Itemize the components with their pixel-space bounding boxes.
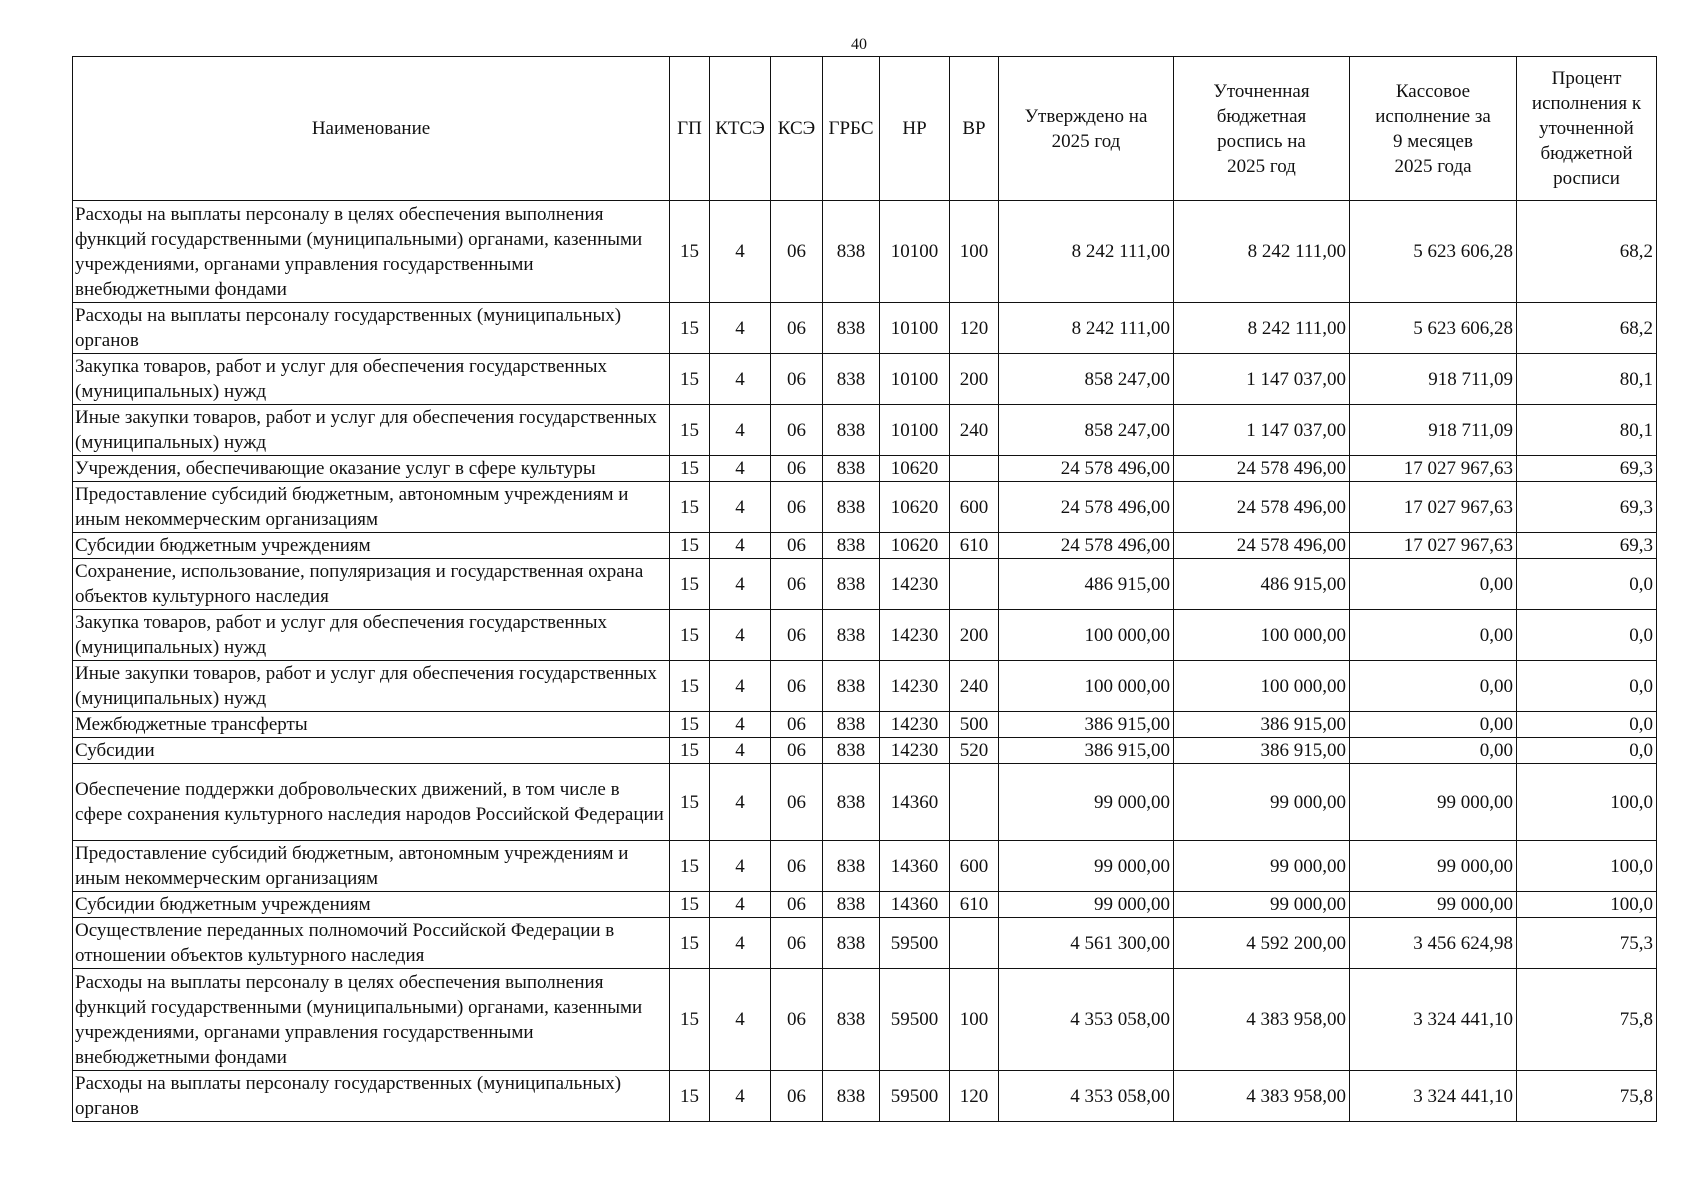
cell-approved: 4 353 058,00	[999, 969, 1174, 1071]
cell-ktse: 4	[710, 969, 771, 1071]
cell-ktse: 4	[710, 764, 771, 841]
cell-vr: 120	[950, 1071, 999, 1122]
cell-gp: 15	[670, 1071, 710, 1122]
cell-name: Иные закупки товаров, работ и услуг для обеспечения государственных (муниципальных) нужд	[73, 405, 670, 456]
cell-cash: 0,00	[1350, 661, 1517, 712]
header-gp: ГП	[670, 57, 710, 201]
header-nr: НР	[880, 57, 950, 201]
cell-vr	[950, 456, 999, 482]
cell-approved: 99 000,00	[999, 892, 1174, 918]
cell-vr: 610	[950, 892, 999, 918]
cell-gp: 15	[670, 610, 710, 661]
cell-kse: 06	[771, 201, 823, 303]
cell-kse: 06	[771, 456, 823, 482]
cell-kse: 06	[771, 712, 823, 738]
cell-percent: 68,2	[1517, 201, 1657, 303]
cell-name: Субсидии бюджетным учреждениям	[73, 892, 670, 918]
cell-name: Расходы на выплаты персоналу государственных (муниципальных) органов	[73, 303, 670, 354]
cell-refined: 4 383 958,00	[1174, 1071, 1350, 1122]
cell-percent: 0,0	[1517, 559, 1657, 610]
table-row	[73, 303, 1657, 354]
cell-vr	[950, 764, 999, 841]
cell-refined: 386 915,00	[1174, 712, 1350, 738]
table-body	[73, 201, 1657, 1122]
cell-vr: 610	[950, 533, 999, 559]
cell-name: Учреждения, обеспечивающие оказание услуг в сфере культуры	[73, 456, 670, 482]
cell-vr: 200	[950, 354, 999, 405]
cell-cash: 3 324 441,10	[1350, 969, 1517, 1071]
cell-gp: 15	[670, 482, 710, 533]
cell-vr: 100	[950, 201, 999, 303]
cell-grbs: 838	[823, 841, 880, 892]
cell-gp: 15	[670, 559, 710, 610]
cell-kse: 06	[771, 482, 823, 533]
cell-grbs: 838	[823, 559, 880, 610]
cell-nr: 14230	[880, 610, 950, 661]
cell-gp: 15	[670, 738, 710, 764]
cell-approved: 386 915,00	[999, 738, 1174, 764]
cell-grbs: 838	[823, 201, 880, 303]
cell-vr	[950, 559, 999, 610]
cell-ktse: 4	[710, 201, 771, 303]
cell-cash: 99 000,00	[1350, 841, 1517, 892]
cell-ktse: 4	[710, 918, 771, 969]
table-row	[73, 712, 1657, 738]
cell-kse: 06	[771, 303, 823, 354]
cell-name: Осуществление переданных полномочий Российской Федерации в отношении объектов культурного наследия	[73, 918, 670, 969]
cell-refined: 386 915,00	[1174, 738, 1350, 764]
cell-percent: 100,0	[1517, 892, 1657, 918]
table-row	[73, 892, 1657, 918]
cell-cash: 3 324 441,10	[1350, 1071, 1517, 1122]
cell-refined: 24 578 496,00	[1174, 456, 1350, 482]
cell-kse: 06	[771, 661, 823, 712]
table-row	[73, 482, 1657, 533]
cell-percent: 0,0	[1517, 661, 1657, 712]
cell-percent: 0,0	[1517, 610, 1657, 661]
cell-grbs: 838	[823, 482, 880, 533]
cell-name: Обеспечение поддержки добровольческих движений, в том числе в сфере сохранения культурного наследия народов Российской Федерации	[73, 764, 670, 841]
page-number: 40	[851, 36, 867, 53]
cell-name: Предоставление субсидий бюджетным, автономным учреждениям и иным некоммерческим организациям	[73, 841, 670, 892]
cell-ktse: 4	[710, 738, 771, 764]
cell-vr	[950, 918, 999, 969]
cell-kse: 06	[771, 405, 823, 456]
cell-gp: 15	[670, 456, 710, 482]
table-row	[73, 918, 1657, 969]
cell-ktse: 4	[710, 533, 771, 559]
cell-vr: 520	[950, 738, 999, 764]
cell-approved: 24 578 496,00	[999, 482, 1174, 533]
cell-approved: 858 247,00	[999, 354, 1174, 405]
cell-cash: 5 623 606,28	[1350, 201, 1517, 303]
cell-vr: 120	[950, 303, 999, 354]
cell-gp: 15	[670, 918, 710, 969]
cell-refined: 99 000,00	[1174, 841, 1350, 892]
cell-ktse: 4	[710, 482, 771, 533]
cell-approved: 4 561 300,00	[999, 918, 1174, 969]
cell-name: Закупка товаров, работ и услуг для обеспечения государственных (муниципальных) нужд	[73, 354, 670, 405]
table-row	[73, 533, 1657, 559]
cell-cash: 99 000,00	[1350, 764, 1517, 841]
cell-kse: 06	[771, 738, 823, 764]
cell-grbs: 838	[823, 610, 880, 661]
cell-kse: 06	[771, 1071, 823, 1122]
cell-grbs: 838	[823, 661, 880, 712]
cell-nr: 10100	[880, 354, 950, 405]
cell-grbs: 838	[823, 354, 880, 405]
table-row	[73, 764, 1657, 841]
cell-refined: 8 242 111,00	[1174, 201, 1350, 303]
cell-refined: 24 578 496,00	[1174, 533, 1350, 559]
cell-gp: 15	[670, 712, 710, 738]
cell-approved: 8 242 111,00	[999, 303, 1174, 354]
cell-gp: 15	[670, 354, 710, 405]
cell-cash: 5 623 606,28	[1350, 303, 1517, 354]
cell-ktse: 4	[710, 1071, 771, 1122]
cell-percent: 80,1	[1517, 354, 1657, 405]
cell-name: Межбюджетные трансферты	[73, 712, 670, 738]
cell-kse: 06	[771, 841, 823, 892]
cell-ktse: 4	[710, 303, 771, 354]
cell-cash: 0,00	[1350, 738, 1517, 764]
cell-refined: 8 242 111,00	[1174, 303, 1350, 354]
header-refined: Уточненная бюджетная роспись на 2025 год	[1174, 57, 1350, 201]
cell-vr: 200	[950, 610, 999, 661]
cell-grbs: 838	[823, 1071, 880, 1122]
cell-kse: 06	[771, 969, 823, 1071]
cell-approved: 99 000,00	[999, 841, 1174, 892]
cell-percent: 0,0	[1517, 738, 1657, 764]
cell-cash: 918 711,09	[1350, 405, 1517, 456]
table-header-row	[73, 57, 1657, 201]
cell-name: Сохранение, использование, популяризация и государственная охрана объектов культурного наследия	[73, 559, 670, 610]
cell-percent: 100,0	[1517, 841, 1657, 892]
cell-cash: 918 711,09	[1350, 354, 1517, 405]
cell-cash: 17 027 967,63	[1350, 456, 1517, 482]
cell-nr: 10620	[880, 482, 950, 533]
header-cash: Кассовое исполнение за 9 месяцев 2025 года	[1350, 57, 1517, 201]
cell-approved: 486 915,00	[999, 559, 1174, 610]
cell-ktse: 4	[710, 892, 771, 918]
cell-vr: 500	[950, 712, 999, 738]
cell-name: Субсидии бюджетным учреждениям	[73, 533, 670, 559]
cell-name: Закупка товаров, работ и услуг для обеспечения государственных (муниципальных) нужд	[73, 610, 670, 661]
cell-nr: 59500	[880, 969, 950, 1071]
cell-nr: 14360	[880, 892, 950, 918]
cell-refined: 1 147 037,00	[1174, 354, 1350, 405]
cell-nr: 14230	[880, 712, 950, 738]
cell-approved: 386 915,00	[999, 712, 1174, 738]
table-row	[73, 456, 1657, 482]
cell-kse: 06	[771, 892, 823, 918]
cell-grbs: 838	[823, 918, 880, 969]
cell-name: Расходы на выплаты персоналу в целях обеспечения выполнения функций государственными (муниципальными) органами, казенными учреждениями, органами управления государственными внебюджетными фондами	[73, 201, 670, 303]
header-percent: Процент исполнения к уточненной бюджетной росписи	[1517, 57, 1657, 201]
cell-refined: 99 000,00	[1174, 764, 1350, 841]
cell-cash: 0,00	[1350, 712, 1517, 738]
cell-grbs: 838	[823, 969, 880, 1071]
cell-name: Иные закупки товаров, работ и услуг для обеспечения государственных (муниципальных) нужд	[73, 661, 670, 712]
cell-percent: 69,3	[1517, 482, 1657, 533]
cell-percent: 100,0	[1517, 764, 1657, 841]
table-row	[73, 201, 1657, 303]
cell-refined: 99 000,00	[1174, 892, 1350, 918]
table-row	[73, 1071, 1657, 1122]
cell-ktse: 4	[710, 405, 771, 456]
cell-nr: 10100	[880, 201, 950, 303]
cell-approved: 24 578 496,00	[999, 533, 1174, 559]
cell-name: Расходы на выплаты персоналу государственных (муниципальных) органов	[73, 1071, 670, 1122]
cell-ktse: 4	[710, 712, 771, 738]
cell-ktse: 4	[710, 559, 771, 610]
cell-nr: 59500	[880, 918, 950, 969]
cell-refined: 24 578 496,00	[1174, 482, 1350, 533]
table-row	[73, 738, 1657, 764]
cell-percent: 80,1	[1517, 405, 1657, 456]
cell-cash: 17 027 967,63	[1350, 482, 1517, 533]
cell-percent: 69,3	[1517, 456, 1657, 482]
cell-kse: 06	[771, 354, 823, 405]
table-row	[73, 559, 1657, 610]
cell-cash: 17 027 967,63	[1350, 533, 1517, 559]
cell-approved: 99 000,00	[999, 764, 1174, 841]
cell-percent: 75,3	[1517, 918, 1657, 969]
cell-name: Расходы на выплаты персоналу в целях обеспечения выполнения функций государственными (муниципальными) органами, казенными учреждениями, органами управления государственными внебюджетными фондами	[73, 969, 670, 1071]
cell-kse: 06	[771, 610, 823, 661]
cell-kse: 06	[771, 764, 823, 841]
cell-gp: 15	[670, 661, 710, 712]
cell-grbs: 838	[823, 456, 880, 482]
budget-execution-table	[72, 56, 1657, 1122]
cell-refined: 100 000,00	[1174, 661, 1350, 712]
cell-nr: 10620	[880, 533, 950, 559]
cell-percent: 69,3	[1517, 533, 1657, 559]
header-ktse: КТСЭ	[710, 57, 771, 201]
cell-gp: 15	[670, 201, 710, 303]
cell-ktse: 4	[710, 610, 771, 661]
cell-nr: 14230	[880, 559, 950, 610]
cell-refined: 486 915,00	[1174, 559, 1350, 610]
cell-nr: 14230	[880, 738, 950, 764]
cell-nr: 10100	[880, 405, 950, 456]
header-kse: КСЭ	[771, 57, 823, 201]
header-grbs: ГРБС	[823, 57, 880, 201]
cell-grbs: 838	[823, 303, 880, 354]
cell-ktse: 4	[710, 841, 771, 892]
cell-approved: 24 578 496,00	[999, 456, 1174, 482]
table-row	[73, 661, 1657, 712]
cell-gp: 15	[670, 764, 710, 841]
cell-cash: 3 456 624,98	[1350, 918, 1517, 969]
cell-approved: 100 000,00	[999, 610, 1174, 661]
cell-percent: 75,8	[1517, 969, 1657, 1071]
cell-percent: 0,0	[1517, 712, 1657, 738]
cell-kse: 06	[771, 559, 823, 610]
cell-refined: 4 383 958,00	[1174, 969, 1350, 1071]
cell-refined: 4 592 200,00	[1174, 918, 1350, 969]
cell-grbs: 838	[823, 764, 880, 841]
cell-grbs: 838	[823, 533, 880, 559]
cell-name: Предоставление субсидий бюджетным, автономным учреждениям и иным некоммерческим организациям	[73, 482, 670, 533]
header-approved: Утверждено на 2025 год	[999, 57, 1174, 201]
cell-grbs: 838	[823, 892, 880, 918]
cell-name: Субсидии	[73, 738, 670, 764]
cell-percent: 75,8	[1517, 1071, 1657, 1122]
cell-nr: 59500	[880, 1071, 950, 1122]
cell-refined: 1 147 037,00	[1174, 405, 1350, 456]
cell-gp: 15	[670, 892, 710, 918]
cell-gp: 15	[670, 533, 710, 559]
table-row	[73, 969, 1657, 1071]
header-vr: ВР	[950, 57, 999, 201]
cell-ktse: 4	[710, 456, 771, 482]
cell-gp: 15	[670, 841, 710, 892]
cell-vr: 600	[950, 482, 999, 533]
cell-gp: 15	[670, 969, 710, 1071]
cell-gp: 15	[670, 405, 710, 456]
cell-vr: 100	[950, 969, 999, 1071]
cell-approved: 858 247,00	[999, 405, 1174, 456]
cell-gp: 15	[670, 303, 710, 354]
cell-cash: 0,00	[1350, 610, 1517, 661]
cell-grbs: 838	[823, 405, 880, 456]
cell-nr: 14360	[880, 764, 950, 841]
cell-refined: 100 000,00	[1174, 610, 1350, 661]
cell-cash: 0,00	[1350, 559, 1517, 610]
cell-percent: 68,2	[1517, 303, 1657, 354]
table-row	[73, 354, 1657, 405]
cell-vr: 600	[950, 841, 999, 892]
cell-nr: 10620	[880, 456, 950, 482]
cell-nr: 14360	[880, 841, 950, 892]
table-row	[73, 610, 1657, 661]
cell-grbs: 838	[823, 712, 880, 738]
cell-approved: 4 353 058,00	[999, 1071, 1174, 1122]
cell-approved: 100 000,00	[999, 661, 1174, 712]
cell-vr: 240	[950, 661, 999, 712]
table-row	[73, 841, 1657, 892]
header-name: Наименование	[73, 57, 670, 201]
cell-nr: 14230	[880, 661, 950, 712]
cell-cash: 99 000,00	[1350, 892, 1517, 918]
cell-kse: 06	[771, 918, 823, 969]
cell-kse: 06	[771, 533, 823, 559]
cell-ktse: 4	[710, 354, 771, 405]
cell-approved: 8 242 111,00	[999, 201, 1174, 303]
cell-vr: 240	[950, 405, 999, 456]
cell-grbs: 838	[823, 738, 880, 764]
cell-nr: 10100	[880, 303, 950, 354]
cell-ktse: 4	[710, 661, 771, 712]
table-row	[73, 405, 1657, 456]
